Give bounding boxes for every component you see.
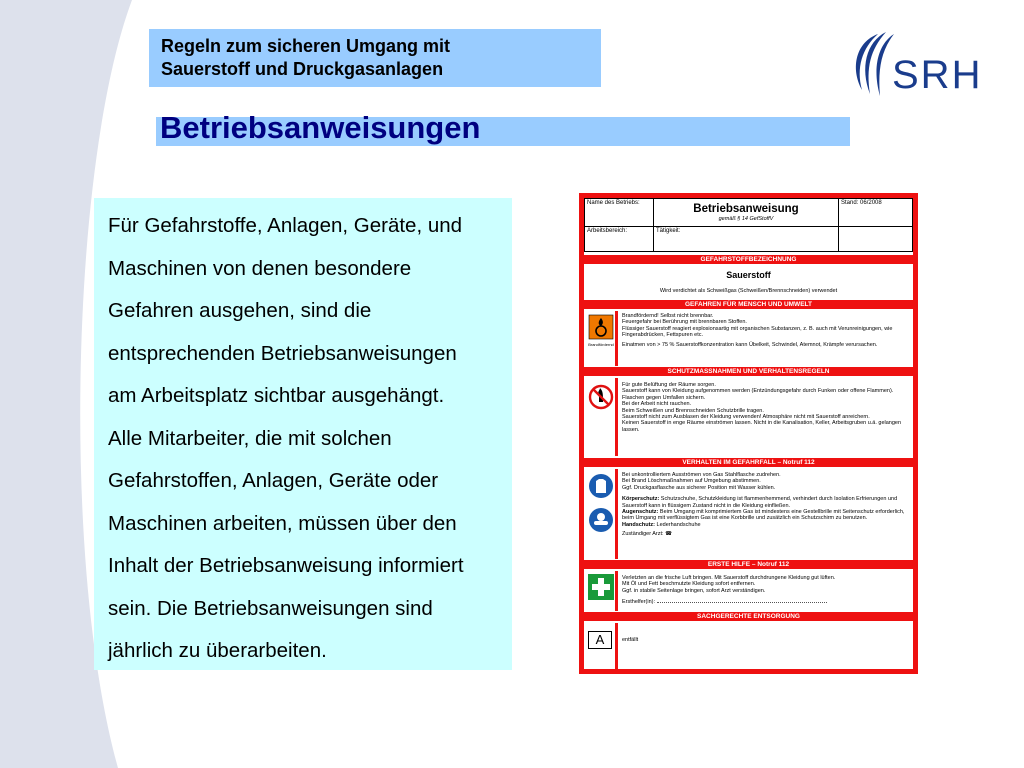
header-line-2: Sauerstoff und Druckgasanlagen — [161, 59, 444, 79]
augenschutz-text: Beim Umgang mit komprimiertem Gas ist mindestens eine Gestellbrille mit Seitenschutz erforderlich, beim Umgang mit verflüssigtem Gas ist eine Korbbrille und zusätzlich ein Schutzschirm zu benutzen. — [622, 509, 905, 522]
text-line: entsprechenden Betriebsanweisungen — [108, 341, 457, 365]
header-box — [149, 29, 601, 87]
gefahrfall-section — [584, 469, 913, 559]
schutz-line: Für gute Belüftung der Räume sorgen. — [622, 382, 716, 388]
text-line: Alle Mitarbeiter, die mit solchen — [108, 426, 392, 450]
verhalten-line: Bei unkontrolliertem Ausströmen von Gas Stahlflasche zudrehen. — [622, 472, 781, 478]
gefahr-line: Feuergefahr bei Berührung mit brennbaren Stoffen. — [622, 319, 747, 326]
gefahren-section — [584, 311, 913, 366]
text-line: sein. Die Betriebsanweisungen sind — [108, 596, 433, 620]
erste-hilfe-section — [584, 571, 913, 611]
flame-icon-label: Brandfördernd — [588, 342, 614, 347]
arbeitsbereich-label: Arbeitsbereich: — [585, 226, 654, 251]
text-panel — [94, 198, 512, 670]
section-bar-gefahrstoff: GEFAHRSTOFFBEZEICHNUNG — [584, 255, 913, 264]
schutz-line: Flaschen gegen Umfallen sichern. — [622, 394, 706, 401]
augenschutz-label: Augenschutz: — [622, 509, 659, 516]
entsorgung-text: entfällt — [622, 637, 639, 643]
eye-protection-icon — [588, 507, 614, 533]
section-bar-gefahrfall: VERHALTEN IM GEFAHRFALL – Notruf 112 — [584, 458, 913, 467]
text-line: Maschinen arbeiten, müssen über den — [108, 511, 457, 535]
flame-over-circle-icon — [588, 314, 614, 348]
koerperschutz-text: Schutzschuhe, Schutzkleidung ist flammenhemmend, verhindert durch Isolation Erfrierungen und Sauerstoff kann in flüssigem Zustand nicht in die Kleidung einfließen. — [622, 496, 898, 509]
schutzmassnahmen-section — [584, 378, 913, 456]
betriebsanweisung-document — [579, 193, 918, 674]
document-subtitle: gemäß § 14 GefStoffV — [718, 216, 774, 222]
srh-logo — [848, 28, 988, 108]
taetigkeit-label: Tätigkeit: — [654, 226, 839, 251]
substance-name: Sauerstoff — [726, 270, 771, 280]
text-line: Gefahrstoffen, Anlagen, Geräte oder — [108, 469, 439, 492]
header-line-1: Regeln zum sicheren Umgang mit — [161, 36, 451, 56]
schutz-line: Beim Schweißen und Brennschneiden Schutzbrille tragen. — [622, 407, 764, 414]
text-line: Inhalt der Betriebsanweisung informiert — [108, 554, 464, 577]
erste-hilfe-line: Mit Öl und Fett beschmutzte Kleidung sofort entfernen. — [622, 581, 756, 588]
entsorgung-icon: A — [588, 631, 612, 649]
stand-label: Stand: 06/2008 — [839, 199, 913, 227]
erste-hilfe-line: Verletzten an die frische Luft bringen. Mit Sauerstoff durchdrungene Kleidung gut lüften. — [622, 575, 836, 581]
section-bar-schutzmassnahmen: SCHUTZMASSNAHMEN UND VERHALTENSREGELN — [584, 367, 913, 376]
section-bar-erste-hilfe: ERSTE HILFE – Notruf 112 — [584, 560, 913, 569]
section-bar-entsorgung: SACHGERECHTE ENTSORGUNG — [584, 612, 913, 621]
erste-hilfe-line: Ggf. in stabile Seitenlage bringen, sofort Arzt verständigen. — [622, 587, 766, 594]
schutz-line: Sauerstoff kann von Kleidung aufgenommen werden (Entzündungsgefahr durch Funken oder offene Flammen). — [622, 388, 894, 395]
schutz-line: Bei der Arbeit nicht rauchen. — [622, 401, 692, 408]
entsorgung-section — [584, 623, 913, 673]
gefahr-line: Flüssiger Sauerstoff reagiert explosionsartig mit organischen Substanzen, z. B. auch mit Verunreinigungen, wie Fingerabdrücken, Fettspuren etc. — [622, 325, 893, 339]
handschutz-text: Lederhandschuhe — [655, 521, 701, 528]
handschutz-label: Handschutz: — [622, 521, 655, 528]
gefahr-line: Brandfördernd! Selbst nicht brennbar. — [622, 313, 714, 319]
ersthelfer-label: Ersthelfer(in): — [622, 599, 656, 606]
text-line: Für Gefahrstoffe, Anlagen, Geräte, und — [108, 214, 463, 237]
no-open-flame-icon — [588, 384, 614, 410]
substance-note: Wird verdichtet als Schweißgas (Schweißen/Brennschneiden) verwendet — [659, 288, 838, 294]
text-line: am Arbeitsplatz sichtbar ausgehängt. — [108, 384, 445, 407]
verhalten-line: Bei Brand Löschmaßnahmen auf Umgebung abstimmen. — [622, 478, 761, 485]
section-bar-gefahren: GEFAHREN FÜR MENSCH UND UMWELT — [584, 300, 913, 309]
phone-icon: ☎ — [665, 531, 672, 538]
gefahr-line: Einatmen von > 75 % Sauerstoffkonzentration kann Übelkeit, Schwindel, Atemnot, Krämpfe verursachen. — [622, 341, 878, 348]
verhalten-line: Ggf. Druckgasflasche aus sicherer Position mit Wasser kühlen. — [622, 484, 776, 491]
logo-text: SRH — [892, 53, 983, 97]
arzt-label: Zuständiger Arzt: — [622, 531, 664, 538]
koerperschutz-label: Körperschutz: — [622, 496, 660, 503]
document-title: Betriebsanweisung — [693, 203, 799, 215]
schutz-line: Keinen Sauerstoff in enge Räume einströmen lassen. Nicht in die Kanalisation, Keller, Arbeitsgruben u.ä. gelangen lassen. — [622, 420, 902, 433]
schutz-line: Sauerstoff nicht zum Ausblasen der Kleidung verwenden! Atmosphäre nicht mit Sauerstoff anreichern. — [622, 414, 870, 421]
protective-clothing-icon — [588, 473, 614, 499]
first-aid-cross-icon — [588, 574, 614, 600]
text-line: Gefahren ausgehen, sind die — [108, 299, 372, 322]
document-header-table — [584, 198, 913, 252]
page-title: Betriebsanweisungen — [160, 110, 481, 145]
name-label: Name des Betriebs: — [585, 199, 654, 227]
text-line: Maschinen von denen besondere — [108, 256, 412, 280]
text-line: jährlich zu überarbeiten. — [108, 639, 327, 662]
